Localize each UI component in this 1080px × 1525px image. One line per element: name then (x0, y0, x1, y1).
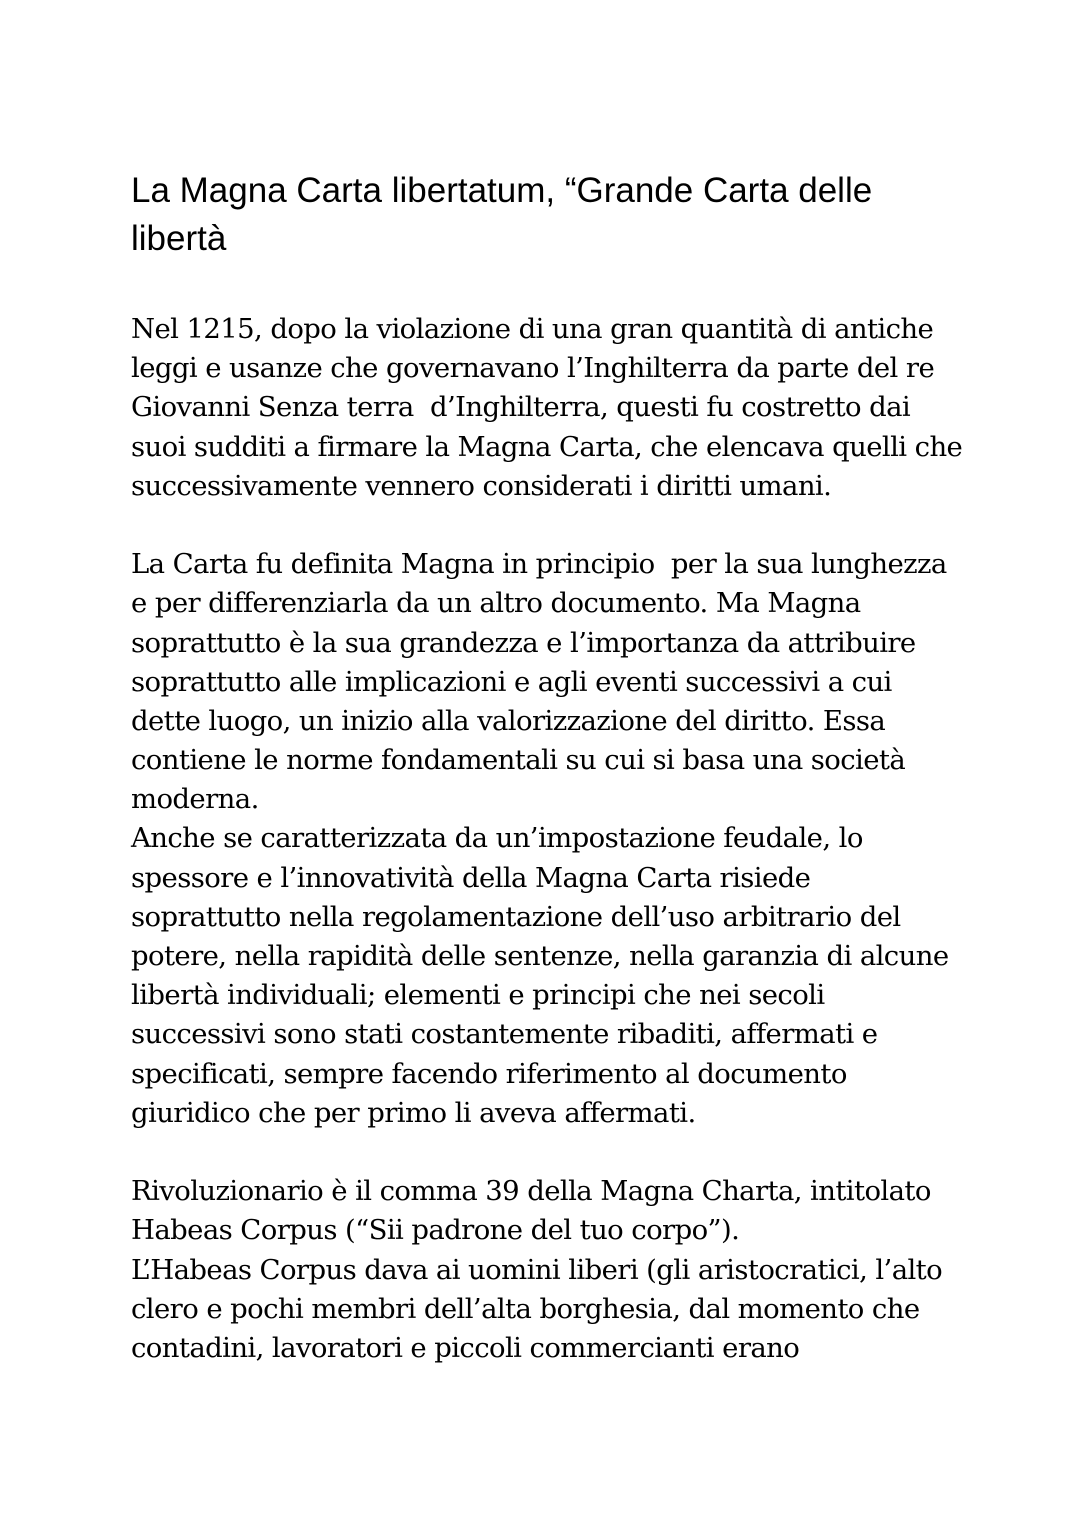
title-line: La Magna Carta libertatum, “Grande Carta delle (131, 171, 873, 210)
paragraph-significance (131, 545, 991, 1133)
text-line: soprattutto è la sua grandezza e l’importanza da attribuire (131, 626, 916, 659)
text-line: suoi sudditi a firmare la Magna Carta, che elencava quelli che (131, 430, 963, 463)
document-body (131, 310, 991, 1368)
text-line: L’Habeas Corpus dava ai uomini liberi (gli aristocratici, l’alto (131, 1253, 943, 1286)
text-line: contiene le norme fondamentali su cui si basa una società (131, 744, 906, 777)
text-line: giuridico che per primo li aveva affermati. (131, 1096, 696, 1129)
text-line: e per differenziarla da un altro documento. Ma Magna (131, 587, 861, 620)
text-line: specificati, sempre facendo riferimento al documento (131, 1057, 847, 1090)
paragraph-spacer (131, 506, 991, 545)
text-line: clero e pochi membri dell’alta borghesia, dal momento che (131, 1292, 920, 1325)
paragraph-intro (131, 310, 991, 506)
text-line: soprattutto alle implicazioni e agli eventi successivi a cui (131, 665, 892, 698)
title-line: libertà (131, 219, 227, 258)
text-line: Giovanni Senza terra d’Inghilterra, questi fu costretto dai (131, 391, 911, 424)
text-line: Habeas Corpus (“Sii padrone del tuo corpo”). (131, 1214, 740, 1247)
paragraph-spacer (131, 1133, 991, 1172)
text-line: potere, nella rapidità delle sentenze, nella garanzia di alcune (131, 940, 949, 972)
text-line: successivi sono stati costantemente ribaditi, affermati e (131, 1018, 878, 1051)
page-title (131, 167, 951, 263)
text-line: contadini, lavoratori e piccoli commercianti erano (131, 1331, 800, 1364)
paragraph-habeas-corpus (131, 1172, 991, 1368)
text-line: dette luogo, un inizio alla valorizzazione del diritto. Essa (131, 704, 886, 737)
text-line: moderna. (131, 783, 259, 816)
text-line: Anche se caratterizzata da un’impostazione feudale, lo (131, 822, 863, 855)
text-line: Nel 1215, dopo la violazione di una gran quantità di antiche (131, 313, 934, 345)
text-line: soprattutto nella regolamentazione dell’uso arbitrario del (131, 900, 901, 933)
text-line: libertà individuali; elementi e principi che nei secoli (131, 979, 825, 1012)
text-line: La Carta fu definita Magna in principio per la sua lunghezza (131, 548, 947, 581)
text-line: Rivoluzionario è il comma 39 della Magna Charta, intitolato (131, 1175, 931, 1208)
text-line: successivamente vennero considerati i diritti umani. (131, 469, 832, 502)
text-line: spessore e l’innovatività della Magna Carta risiede (131, 861, 811, 894)
text-line: leggi e usanze che governavano l’Inghilterra da parte del re (131, 352, 935, 385)
